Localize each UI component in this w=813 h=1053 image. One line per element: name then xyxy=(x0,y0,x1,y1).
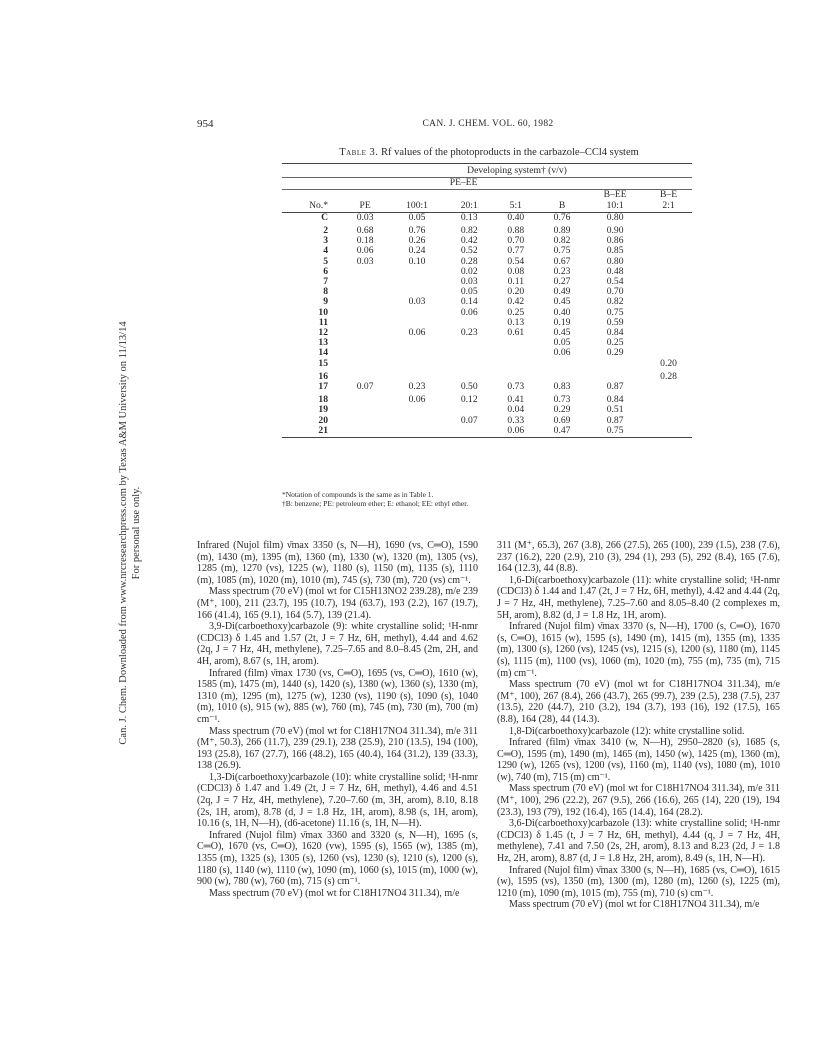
rf-value-cell: 0.45 xyxy=(553,296,571,308)
rf-value-cell: 0.48 xyxy=(606,265,624,277)
rf-value-cell: 0.03 xyxy=(356,211,374,223)
rf-value-cell xyxy=(645,328,692,338)
body-paragraph: Mass spectrum (70 eV) (mol wt for C18H17NO4 311.34), m/e 311 (M⁺, 50.3), 266 (11.7), 239 (29.1), 238 (25.9), 210 (13.5), 194 (100), 193 (25.8), 167 (27.7), 166 (48.2), 165 (40.4), 164 (31.2), 139 (33.3), 138 (26.9). xyxy=(197,725,478,772)
column-header-row xyxy=(282,201,692,211)
body-paragraph: Mass spectrum (70 eV) (mol wt for C18H17NO4 311.34), m/e (M⁺, 100), 267 (8.4), 266 (43.7), 265 (99.7), 239 (2.5), 238 (7.5), 237 (13.5), 220 (44.7), 210 (3.2), 194 (3.7), 193 (16), 192 (17.5), 165 (8.8), 164 (28), 44 (14.3). xyxy=(497,679,780,725)
rf-value-cell: 0.59 xyxy=(606,316,624,328)
rf-value-cell xyxy=(342,318,388,328)
rf-value-cell xyxy=(645,416,692,426)
rf-value-cell: 0.06 xyxy=(356,245,374,257)
rf-value-cell xyxy=(388,267,446,277)
body-paragraph: Mass spectrum (70 eV) (mol wt for C15H13NO2 239.28), m/e 239 (M⁺, 100), 211 (23.7), 195 (10.7), 194 (63.7), 193 (2.2), 167 (19.7), 166 (41.4), 165 (9.1), 164 (5.7), 139 (21.4). xyxy=(197,586,478,621)
body-paragraph: Mass spectrum (70 eV) (mol wt for C18H17NO4 311.34), m/e xyxy=(209,887,460,899)
rf-value-cell: 0.12 xyxy=(460,394,478,406)
rf-value-cell: 0.07 xyxy=(460,414,478,426)
compound-number-cell: 5 xyxy=(323,255,328,267)
rf-value-cell: 0.75 xyxy=(606,424,624,436)
journal-header: CAN. J. CHEM. VOL. 60, 1982 xyxy=(422,119,554,129)
rf-value-cell xyxy=(446,348,493,358)
rf-value-cell: 0.25 xyxy=(606,337,624,349)
rf-value-cell xyxy=(539,359,585,369)
table-row xyxy=(282,426,692,436)
rf-value-cell: 0.49 xyxy=(553,286,571,298)
rf-value-cell: 0.29 xyxy=(606,347,624,359)
rf-value-cell xyxy=(342,395,388,405)
rf-value-cell: 0.51 xyxy=(606,404,624,416)
table-footnotes xyxy=(282,490,468,508)
rf-value-cell xyxy=(388,405,446,415)
b-e-header: B–E xyxy=(660,189,678,201)
rf-value-cell: 0.73 xyxy=(507,381,525,393)
compound-number-cell: 21 xyxy=(318,424,328,436)
compound-number-cell: 16 xyxy=(318,370,328,382)
footnote-solvents: †B: benzene; PE: petroleum ether; E: ethanol; EE: ethyl ether. xyxy=(282,499,469,508)
rf-value-cell: 0.67 xyxy=(553,255,571,267)
rf-value-cell xyxy=(645,257,692,267)
rf-value-cell: 0.77 xyxy=(507,245,525,257)
body-paragraph: 1,3-Di(carboethoxy)carbazole (10): white crystalline solid; ¹H-nmr (CDCl3) δ 1.47 and 1.49 (2t, J = 7 Hz, 6H, methyl), 4.46 and 4.51 (2q, J = 7 Hz, 4H, methylene), 7.20–7.60 (m, 3H, arom), 8.10, 8.18 (2s, 1H, arom), 8.78 (d, J = 1.8 Hz, 1H, arom), 8.98 (s, 1H, arom), 10.16 (s, 1H, N—H), (d6-acetone) 11.16 (s, 1H, N—H). xyxy=(197,771,478,830)
rf-value-cell: 0.03 xyxy=(408,296,426,308)
rf-value-cell: 0.82 xyxy=(606,296,624,308)
left-text-column xyxy=(197,540,478,899)
rf-value-cell: 0.03 xyxy=(460,276,478,288)
rf-value-cell xyxy=(645,405,692,415)
rf-value-cell: 0.10 xyxy=(408,255,426,267)
rf-value-cell xyxy=(645,308,692,318)
table-row xyxy=(282,416,692,426)
compound-number-cell: 19 xyxy=(318,404,328,416)
compound-number-cell: 10 xyxy=(318,306,328,318)
rf-value-cell: 0.06 xyxy=(408,394,426,406)
download-note: Can. J. Chem. Downloaded from www.nrcresearchpress.com by Texas A&M University on 11/13/14 xyxy=(118,321,129,745)
rf-value-cell xyxy=(645,226,692,236)
rf-value-cell: 0.54 xyxy=(507,255,525,267)
rf-value-cell: 0.80 xyxy=(606,211,624,223)
column-header: PE xyxy=(359,199,371,211)
footnote-notation: *Notation of compounds is the same as in Table 1. xyxy=(282,490,434,499)
rf-value-cell: 0.69 xyxy=(553,414,571,426)
rf-value-cell: 0.45 xyxy=(553,327,571,339)
rf-value-cell: 0.33 xyxy=(507,414,525,426)
column-header: 20:1 xyxy=(460,199,478,211)
rf-value-cell xyxy=(388,277,446,287)
compound-number-cell: 3 xyxy=(323,235,328,247)
rf-value-cell xyxy=(388,426,446,436)
right-text-column xyxy=(497,540,780,911)
rf-value-cell: 0.76 xyxy=(408,225,426,237)
rf-value-cell xyxy=(388,348,446,358)
rf-value-cell: 0.05 xyxy=(460,286,478,298)
compound-number-cell: 20 xyxy=(318,414,328,426)
rf-values-table xyxy=(282,163,692,438)
table-row xyxy=(282,287,692,297)
rf-value-cell: 0.73 xyxy=(553,394,571,406)
rf-value-cell xyxy=(388,338,446,348)
rf-value-cell: 0.06 xyxy=(460,306,478,318)
rf-value-cell xyxy=(645,297,692,307)
rf-value-cell: 0.61 xyxy=(507,327,525,339)
rf-value-cell xyxy=(342,308,388,318)
download-watermark xyxy=(117,173,143,893)
rf-value-cell: 0.75 xyxy=(553,245,571,257)
table-row xyxy=(282,212,692,223)
rf-value-cell: 0.05 xyxy=(408,211,426,223)
rf-value-cell xyxy=(645,318,692,328)
rf-value-cell: 0.50 xyxy=(460,381,478,393)
rf-value-cell xyxy=(645,267,692,277)
rf-value-cell: 0.25 xyxy=(507,306,525,318)
rf-value-cell xyxy=(388,359,446,369)
compound-number-cell: 9 xyxy=(323,296,328,308)
rf-value-cell xyxy=(585,359,645,369)
rf-value-cell xyxy=(342,297,388,307)
rf-value-cell: 0.68 xyxy=(356,225,374,237)
rf-value-cell xyxy=(645,382,692,392)
rf-value-cell: 0.03 xyxy=(356,255,374,267)
compound-number-cell: 15 xyxy=(318,357,328,369)
table-row xyxy=(282,372,692,382)
rf-value-cell xyxy=(342,416,388,426)
rf-value-cell xyxy=(388,416,446,426)
rf-value-cell xyxy=(645,236,692,246)
rf-value-cell: 0.70 xyxy=(507,235,525,247)
rf-value-cell: 0.07 xyxy=(356,381,374,393)
compound-number-cell: 2 xyxy=(323,225,328,237)
rf-value-cell: 0.13 xyxy=(460,211,478,223)
rf-value-cell xyxy=(645,246,692,256)
rf-value-cell: 0.28 xyxy=(460,255,478,267)
b-ee-header: B–EE xyxy=(603,189,627,201)
table-row xyxy=(282,308,692,318)
rf-value-cell xyxy=(645,338,692,348)
rf-value-cell: 0.02 xyxy=(460,265,478,277)
body-paragraph: Infrared (Nujol film) ν̄max 3350 (s, N—H), 1690 (vs, C═O), 1590 (m), 1430 (m), 1395 (m), 1360 (m), 1330 (w), 1320 (m), 1305 (vs), 1285 (m), 1270 (vs), 1225 (w), 1180 (s), 1150 (m), 1135 (s), 1110 (m), 1085 (m), 1020 (m), 1010 (m), 745 (s), 730 (m), 720 (vs) cm⁻¹. xyxy=(197,540,478,586)
rf-value-cell: 0.19 xyxy=(553,316,571,328)
rf-value-cell: 0.85 xyxy=(606,245,624,257)
rf-value-cell: 0.88 xyxy=(507,225,525,237)
compound-number-cell: 18 xyxy=(318,394,328,406)
table-caption-label: Table 3. xyxy=(339,147,379,158)
rf-value-cell: 0.76 xyxy=(553,211,571,223)
rf-value-cell xyxy=(342,328,388,338)
rf-value-cell: 0.23 xyxy=(553,265,571,277)
compound-number-cell: 7 xyxy=(323,276,328,288)
compound-number-cell: 8 xyxy=(323,286,328,298)
body-paragraph: 1,6-Di(carboethoxy)carbazole (11): white crystalline solid; ¹H-nmr (CDCl3) δ 1.44 and 1.47 (2t, J = 7 Hz, 6H, methyl), 4.42 and 4.44 (2q, J = 7 Hz, 4H, methylene), 7.25–7.60 and 8.05–8.40 (2 complexes m, 5H, arom), 8.82 (d, J = 1.8 Hz, 1H, arom). xyxy=(497,574,780,621)
body-paragraph: Infrared (Nujol film) ν̄max 3300 (s, N—H), 1685 (vs, C═O), 1615 (w), 1595 (vs), 1350 (m), 1300 (m), 1280 (m), 1260 (s), 1225 (m), 1210 (m), 1090 (m), 1015 (m), 755 (m), 710 (s) cm⁻¹. xyxy=(497,864,780,899)
body-paragraph: Infrared (film) ν̄max 3410 (w, N—H), 2950–2820 (s), 1685 (s, C═O), 1595 (m), 1490 (m), 1465 (m), 1450 (w), 1425 (m), 1360 (m), 1290 (w), 1265 (vs), 1200 (vs), 1160 (m), 1140 (vs), 1080 (m), 1010 (w), 740 (m), 715 (m) cm⁻¹. xyxy=(497,737,780,783)
table-row xyxy=(282,395,692,405)
column-header: 10:1 xyxy=(606,199,624,211)
compound-number-cell: 14 xyxy=(318,347,328,359)
table-row xyxy=(282,338,692,348)
rf-value-cell xyxy=(493,338,539,348)
rf-value-cell: 0.18 xyxy=(356,235,374,247)
column-header: 2:1 xyxy=(662,199,675,211)
body-paragraph: Infrared (Nujol film) ν̄max 3370 (s, N—H), 1700 (s, C═O), 1670 (s, C═O), 1615 (w), 1595 (s), 1490 (m), 1415 (m), 1355 (m), 1335 (m), 1300 (s), 1260 (vs), 1245 (vs), 1215 (s), 1200 (s), 1180 (m), 1145 (s), 1115 (m), 1100 (vs), 1060 (m), 1020 (m), 755 (m), 735 (m), 715 (m) cm⁻¹. xyxy=(497,621,780,679)
rf-value-cell: 0.28 xyxy=(660,370,677,382)
table-caption xyxy=(200,147,778,158)
rf-value-cell: 0.23 xyxy=(408,381,426,393)
rf-value-cell: 0.20 xyxy=(660,357,677,369)
rf-value-cell xyxy=(342,348,388,358)
compound-number-cell: 11 xyxy=(318,316,328,328)
page-number: 954 xyxy=(197,118,214,130)
rf-value-cell xyxy=(493,348,539,358)
rf-value-cell: 0.14 xyxy=(460,296,478,308)
rf-value-cell xyxy=(493,359,539,369)
rf-value-cell: 0.26 xyxy=(408,235,426,247)
rf-value-cell: 0.54 xyxy=(606,276,624,288)
rf-value-cell: 0.52 xyxy=(460,245,478,257)
rf-value-cell: 0.40 xyxy=(507,211,525,223)
table-row xyxy=(282,359,692,369)
compound-number-cell: 6 xyxy=(323,265,328,277)
personal-use-note: For personal use only. xyxy=(131,486,142,580)
rf-value-cell: 0.08 xyxy=(507,265,525,277)
table-row xyxy=(282,236,692,246)
rf-value-cell: 0.89 xyxy=(553,225,571,237)
rf-value-cell: 0.20 xyxy=(507,286,525,298)
body-paragraph: Infrared (Nujol film) ν̄max 3360 and 3320 (s, N—H), 1695 (s, C═O), 1670 (vs, C═O), 1620 (vw), 1595 (s), 1565 (w), 1385 (m), 1355 (m), 1325 (s), 1305 (s), 1260 (vs), 1230 (s), 1210 (s), 1200 (s), 1180 (s), 1140 (w), 1110 (w), 1090 (m), 1060 (s), 1015 (m), 1000 (w), 900 (w), 780 (w), 760 (m), 715 (s) cm⁻¹. xyxy=(197,829,478,888)
rf-value-cell: 0.06 xyxy=(507,424,525,436)
rf-value-cell: 0.87 xyxy=(606,414,624,426)
rf-value-cell: 0.75 xyxy=(606,306,624,318)
table-row xyxy=(282,267,692,277)
rf-value-cell: 0.90 xyxy=(606,225,624,237)
rf-value-cell: 0.87 xyxy=(606,381,624,393)
rf-value-cell: 0.40 xyxy=(553,306,571,318)
table-row xyxy=(282,226,692,236)
rf-value-cell: 0.70 xyxy=(606,286,624,298)
table-row xyxy=(282,318,692,328)
rf-value-cell: 0.83 xyxy=(553,381,571,393)
body-paragraph: Infrared (film) ν̄max 1730 (vs, C═O), 1695 (vs, C═O), 1610 (w), 1585 (m), 1475 (m), 1440 (s), 1420 (s), 1380 (w), 1360 (s), 1330 (m), 1310 (m), 1295 (m), 1275 (w), 1230 (vs), 1190 (s), 1090 (s), 1040 (m), 1010 (s), 915 (w), 885 (w), 760 (m), 745 (m), 730 (m), 700 (m) cm⁻¹. xyxy=(197,667,478,725)
table-row xyxy=(282,348,692,358)
rf-value-cell: 0.84 xyxy=(606,327,624,339)
rf-value-cell xyxy=(645,287,692,297)
rf-value-cell: 0.11 xyxy=(507,276,524,288)
table-caption-text: Rf values of the photoproducts in the carbazole–CCl4 system xyxy=(381,147,639,158)
body-paragraph: Mass spectrum (70 eV) (mol wt for C18H17NO4 311.34), m/e 311 (M⁺, 100), 296 (22.2), 267 (9.5), 266 (16.6), 265 (14), 220 (19), 194 (23.3), 193 (79), 192 (16.4), 165 (14.4), 164 (28.2). xyxy=(497,783,780,818)
rf-value-cell xyxy=(645,212,692,223)
column-header: 100:1 xyxy=(406,199,428,211)
rf-value-cell: 0.29 xyxy=(553,404,571,416)
table-row xyxy=(282,405,692,415)
rf-value-cell: 0.23 xyxy=(460,327,478,339)
body-paragraph: 3,6-Di(carboethoxy)carbazole (13): white crystalline solid; ¹H-nmr (CDCl3) δ 1.45 (t, J = 7 Hz, 6H, methyl), 4.44 (q, J = 7 Hz, 4H, methylene), 7.41 and 7.50 (2s, 2H, arom), 8.13 and 8.23 (2d, J = 1.8 Hz, 2H, arom), 8.87 (d, J = 1.8 Hz, 2H, arom), 8.49 (s, 1H, N—H). xyxy=(497,818,780,865)
rf-value-cell: 0.84 xyxy=(606,394,624,406)
compound-number-cell: C xyxy=(321,211,328,223)
rf-value-cell: 0.24 xyxy=(408,245,426,257)
table-row xyxy=(282,257,692,267)
rf-value-cell: 0.06 xyxy=(553,347,571,359)
body-paragraph: 311 (M⁺, 65.3), 267 (3.8), 266 (27.5), 265 (100), 239 (1.5), 238 (7.6), 237 (16.2), 220 (2.9), 210 (3), 294 (1), 293 (5), 292 (8.4), 165 (7.6), 164 (12.3), 44 (8.8). xyxy=(497,540,780,575)
table-row xyxy=(282,297,692,307)
rf-value-cell xyxy=(446,338,493,348)
rf-value-cell: 0.13 xyxy=(507,316,525,328)
rf-value-cell: 0.06 xyxy=(408,327,426,339)
rf-value-cell xyxy=(446,359,493,369)
rf-value-cell: 0.82 xyxy=(553,235,571,247)
table-row xyxy=(282,246,692,256)
compound-number-cell: 17 xyxy=(318,381,328,393)
rf-value-cell xyxy=(388,308,446,318)
rf-value-cell xyxy=(342,287,388,297)
rf-value-cell: 0.41 xyxy=(507,394,525,406)
rf-value-cell xyxy=(342,267,388,277)
body-paragraph: Mass spectrum (70 eV) (mol wt for C18H17NO4 311.34), m/e xyxy=(509,899,760,911)
rf-value-cell xyxy=(342,277,388,287)
rf-value-cell: 0.47 xyxy=(553,424,571,436)
rf-value-cell: 0.80 xyxy=(606,255,624,267)
table-row xyxy=(282,277,692,287)
rf-value-cell xyxy=(342,426,388,436)
pe-ee-header: PE–EE xyxy=(449,177,478,189)
column-header: B xyxy=(558,199,566,211)
column-header: No.* xyxy=(309,199,328,211)
body-paragraph: 1,8-Di(carboethoxy)carbazole (12): white crystalline solid. xyxy=(509,725,745,737)
rf-value-cell xyxy=(342,338,388,348)
rf-value-cell: 0.42 xyxy=(507,296,525,308)
rf-value-cell: 0.86 xyxy=(606,235,624,247)
compound-number-cell: 13 xyxy=(318,337,328,349)
rf-value-cell xyxy=(342,405,388,415)
body-paragraph: 3,9-Di(carboethoxy)carbazole (9): white crystalline solid; ¹H-nmr (CDCl3) δ 1.45 and 1.57 (2t, J = 7 Hz, 6H, methyl), 4.44 and 4.62 (2q, J = 7 Hz, 4H, methylene), 7.25–7.65 and 8.0–8.45 (2m, 2H, and 4H, arom), 8.67 (s, 1H, arom). xyxy=(197,621,478,667)
compound-number-cell: 4 xyxy=(323,245,328,257)
rf-value-cell xyxy=(645,426,692,436)
table-row xyxy=(282,328,692,338)
rf-value-cell: 0.05 xyxy=(553,337,571,349)
rf-value-cell xyxy=(342,359,388,369)
compound-number-cell: 12 xyxy=(318,327,328,339)
rf-value-cell: 0.04 xyxy=(507,404,525,416)
rf-value-cell: 0.27 xyxy=(553,276,571,288)
rf-value-cell xyxy=(645,395,692,405)
rf-value-cell: 0.82 xyxy=(460,225,478,237)
table-row xyxy=(282,382,692,392)
rf-value-cell: 0.42 xyxy=(460,235,478,247)
rf-value-cell xyxy=(645,277,692,287)
column-header: 5:1 xyxy=(509,199,522,211)
rf-value-cell xyxy=(446,426,493,436)
developing-system-header: Developing system† (v/v) xyxy=(467,165,567,176)
